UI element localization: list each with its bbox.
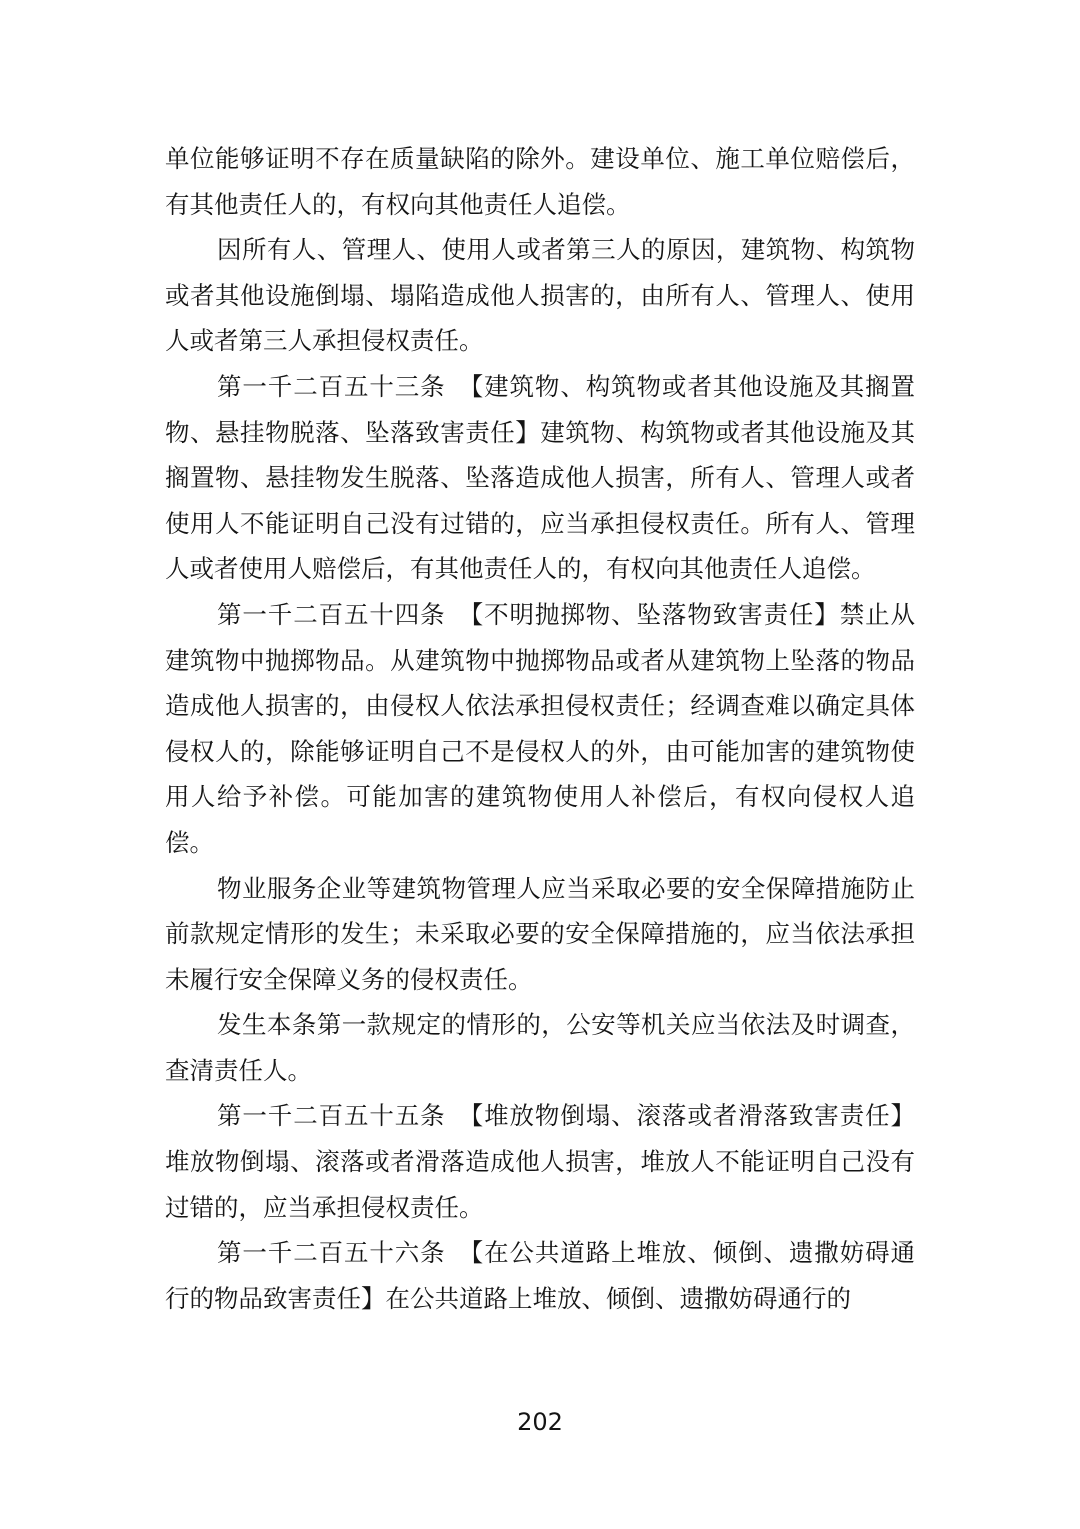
article-1255: 第一千二百五十五条 【堆放物倒塌、滚落或者滑落致害责任】堆放物倒塌、滚落或者滑落造成他人损害，堆放人不能证明自己没有过错的，应当承担侵权责任。 <box>165 1101 915 1222</box>
paragraph: 因所有人、管理人、使用人或者第三人的原因，建筑物、构筑物或者其他设施倒塌、塌陷造成他人损害的，由所有人、管理人、使用人或者第三人承担侵权责任。 <box>165 235 915 356</box>
article-1253: 第一千二百五十三条 【建筑物、构筑物或者其他设施及其搁置物、悬挂物脱落、坠落致害责任】建筑物、构筑物或者其他设施及其搁置物、悬挂物发生脱落、坠落造成他人损害，所有人、管理人或者使用人不能证明自己没有过错的，应当承担侵权责任。所有人、管理人或者使用人赔偿后，有其他责任人的，有权向其他责任人追偿。 <box>165 371 915 584</box>
page-number: 202 <box>517 1408 563 1436</box>
paragraph: 物业服务企业等建筑物管理人应当采取必要的安全保障措施防止前款规定情形的发生；未采取必要的安全保障措施的，应当依法承担未履行安全保障义务的侵权责任。 <box>165 873 915 994</box>
article-1254: 第一千二百五十四条 【不明抛掷物、坠落物致害责任】禁止从建筑物中抛掷物品。从建筑物中抛掷物品或者从建筑物上坠落的物品造成他人损害的，由侵权人依法承担侵权责任；经调查难以确定具体侵权人的，除能够证明自己不是侵权人的外，由可能加害的建筑物使用人给予补偿。可能加害的建筑物使用人补偿后，有权向侵权人追偿。 <box>165 599 915 857</box>
document-body <box>165 136 915 1321</box>
paragraph-continuation: 单位能够证明不存在质量缺陷的除外。建设单位、施工单位赔偿后，有其他责任人的，有权向其他责任人追偿。 <box>165 144 915 219</box>
article-1256: 第一千二百五十六条 【在公共道路上堆放、倾倒、遗撒妨碍通行的物品致害责任】在公共道路上堆放、倾倒、遗撒妨碍通行的 <box>165 1238 915 1313</box>
paragraph: 发生本条第一款规定的情形的，公安等机关应当依法及时调查，查清责任人。 <box>165 1010 915 1085</box>
